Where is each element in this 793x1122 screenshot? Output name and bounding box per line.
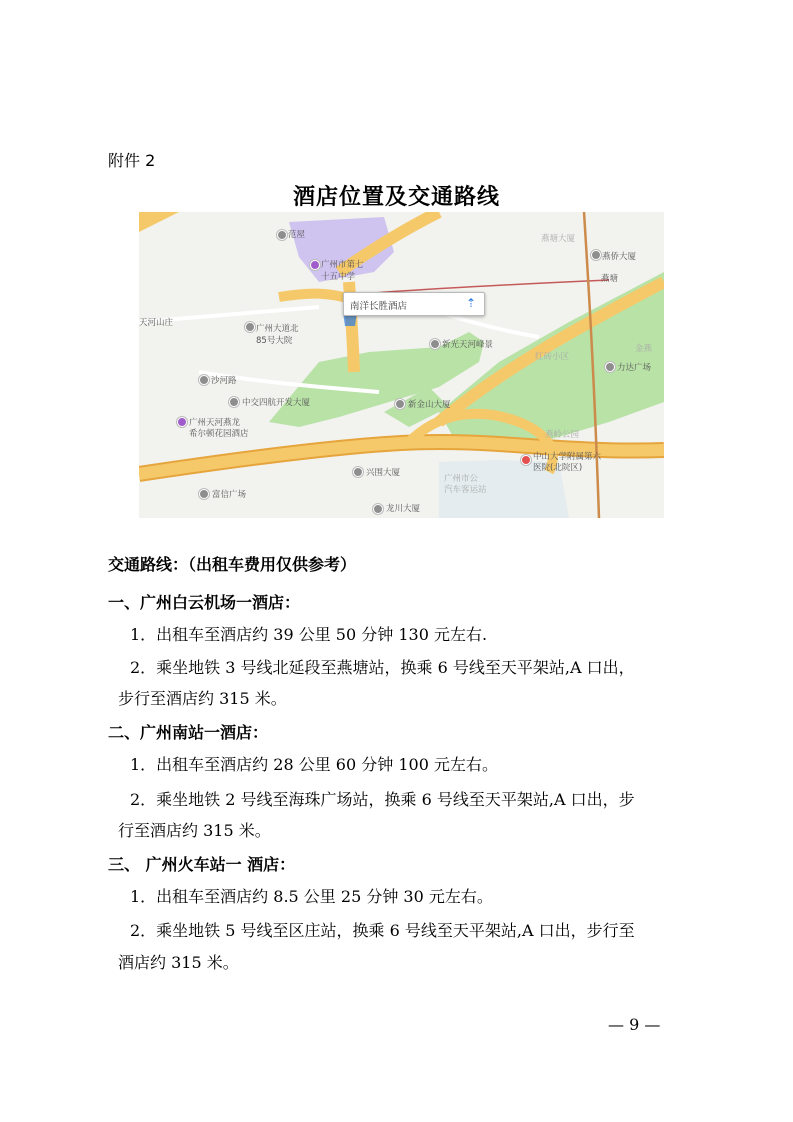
map-label: 新光天河峰景 bbox=[442, 340, 494, 350]
school-pin bbox=[310, 260, 320, 270]
map-label: 广州天河燕龙 bbox=[189, 418, 241, 428]
route-item: 行至酒店约 315 米。 bbox=[118, 821, 271, 840]
route-item: 步行至酒店约 315 米。 bbox=[118, 689, 287, 708]
poi-pin bbox=[229, 397, 239, 407]
map-label: 富信广场 bbox=[212, 490, 247, 500]
poi-pin bbox=[353, 467, 363, 477]
section-heading: 三、 广州火车站一 酒店： bbox=[108, 855, 296, 874]
route-item: 1．出租车至酒店约 8.5 公里 25 分钟 30 元左右。 bbox=[130, 887, 493, 906]
hotel-callout[interactable] bbox=[343, 292, 485, 316]
map-label: 中山大学附属第六 bbox=[533, 452, 602, 462]
map-label: 中交四航开发大厦 bbox=[242, 398, 311, 408]
route-item: 2．乘坐地铁 3 号线北延段至燕塘站，换乘 6 号线至天平架站,A 口出， bbox=[130, 658, 635, 677]
map-label: 汽车客运站 bbox=[444, 485, 487, 495]
corner-road bbox=[139, 212, 179, 232]
map-label: 龙川大厦 bbox=[386, 504, 421, 514]
section-heading: 二、广州南站一酒店： bbox=[108, 723, 269, 742]
map-label: 燕塘大厦 bbox=[541, 234, 576, 244]
navigation-arrow-icon[interactable]: ⇡ bbox=[465, 296, 476, 310]
map-label: 医院(北院区) bbox=[533, 463, 583, 473]
map-label: 希尔顿花园酒店 bbox=[189, 429, 249, 439]
map-label: 新金山大厦 bbox=[408, 400, 451, 410]
hotel-callout-label: 南洋长胜酒店 bbox=[350, 301, 408, 312]
map-label: 85号大院 bbox=[256, 336, 293, 346]
map-label: 红砖小区 bbox=[535, 352, 570, 362]
map-label: 广州市第七 bbox=[321, 260, 364, 270]
map-label: 金燕 bbox=[635, 344, 653, 354]
map-label: 广州市公 bbox=[444, 474, 479, 484]
map-label: 燕侨大厦 bbox=[602, 252, 637, 262]
poi-pin bbox=[245, 322, 255, 332]
map-label: 天河山庄 bbox=[139, 318, 174, 328]
map-label: 燕塘 bbox=[601, 274, 619, 284]
map-label: 兴围大厦 bbox=[366, 468, 401, 478]
poi-pin bbox=[591, 250, 601, 260]
poi-pin bbox=[395, 399, 405, 409]
page-title: 酒店位置及交通路线 bbox=[292, 184, 500, 210]
poi-pin bbox=[430, 339, 440, 349]
map-label: 燕岭公园 bbox=[545, 430, 580, 440]
hotel-location-map[interactable] bbox=[139, 212, 664, 518]
poi-pin bbox=[199, 375, 209, 385]
map-label: 广州大道北 bbox=[256, 324, 299, 334]
route-heading: 交通路线：（出租车费用仅供参考） bbox=[108, 555, 357, 574]
hotel-poi-pin bbox=[177, 417, 187, 427]
route-item: 1．出租车至酒店约 39 公里 50 分钟 130 元左右. bbox=[130, 625, 488, 644]
map-canvas bbox=[139, 212, 664, 518]
poi-pin bbox=[605, 362, 615, 372]
attachment-label: 附件 2 bbox=[108, 151, 156, 170]
map-label: 范屋 bbox=[288, 230, 306, 240]
map-label: 沙河路 bbox=[211, 376, 237, 386]
page-number: — 9 — bbox=[608, 1015, 661, 1034]
route-item: 2．乘坐地铁 5 号线至区庄站，换乘 6 号线至天平架站,A 口出，步行至 bbox=[130, 921, 635, 940]
poi-pin bbox=[277, 230, 287, 240]
poi-pin bbox=[373, 504, 383, 514]
map-label: 力达广场 bbox=[617, 363, 652, 373]
route-item: 酒店约 315 米。 bbox=[118, 953, 239, 972]
poi-pin bbox=[199, 489, 209, 499]
section-heading: 一、广州白云机场一酒店： bbox=[108, 593, 301, 612]
map-label: 十五中学 bbox=[321, 272, 356, 282]
hospital-pin bbox=[521, 455, 531, 465]
route-item: 1．出租车至酒店约 28 公里 60 分钟 100 元左右。 bbox=[130, 755, 498, 774]
route-item: 2．乘坐地铁 2 号线至海珠广场站，换乘 6 号线至天平架站,A 口出，步 bbox=[130, 790, 635, 809]
